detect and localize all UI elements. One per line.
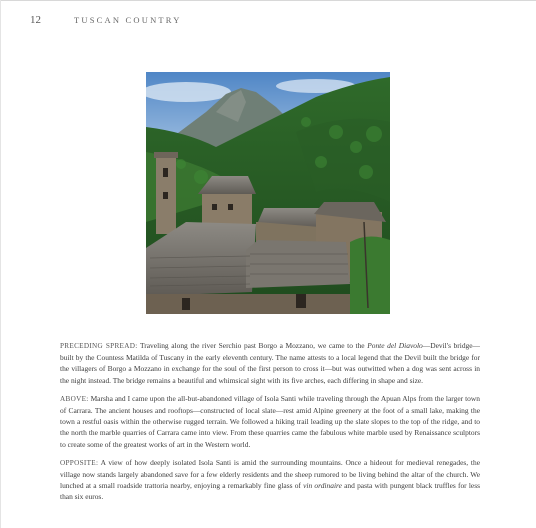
caption-text: Marsha and I came upon the all-but-abandoned village of Isola Santi while traveling through the Apuan Alps from the larger town of Carrara. The ancient houses and rooftops—constructed of local slate—rest amid Alpine greenery at the foot of a small lake, making the town a restful oasis within the otherwise rugged terrain. We followed a hiking trail leading up the slate slopes to the top of the ridge, and to the north the marble quarries of Carrara came into view. From these quarries came the fabulous white marble used by Renaissance sculptors to create some of the greatest works of art in the Western world. — [60, 393, 480, 449]
caption-text: and pasta with pungent black truffles for less than six euros. — [60, 481, 481, 502]
page-number: 12 — [30, 14, 41, 26]
page-top-edge — [0, 0, 536, 1]
caption-text: —Devil's bridge—built by the Countess Matilda of Tuscany in the early eleventh century. The name attests to a local legend that the Devil built the bridge for the villagers of Borgo a Mozzano in exchange for the soul of the first person to cross it—but was outwitted when a dog was sent across in the night instead. The bridge remains a beautiful and whimsical sight with its five arches, each differing in shape and size. — [60, 341, 480, 385]
caption-preceding-spread — [60, 340, 480, 386]
caption-label: OPPOSITE: — [60, 458, 99, 467]
isola-santi-village-photo-icon — [146, 72, 390, 314]
caption-italic: vin ordinaire — [303, 481, 342, 491]
caption-text: Traveling along the river Serchio past Borgo a Mozzano, we came to the — [137, 341, 368, 350]
caption-above — [60, 393, 480, 450]
caption-opposite — [60, 457, 480, 503]
running-head: TUSCAN COUNTRY — [74, 15, 182, 25]
caption-label: ABOVE: — [60, 394, 89, 403]
page-left-edge — [0, 0, 1, 528]
page-header — [30, 14, 516, 30]
caption-text: A view of how deeply isolated Isola Santi is amid the surrounding mountains. Once a hideout for medieval renegades, the village now stands largely abandoned save for a few elderly residents and the sheep rumored to be living behind the altar of the church. We lunched at a small roadside trattoria nearby, enjoying a remarkably fine glass of — [60, 457, 480, 491]
village-photo — [146, 72, 390, 314]
caption-label: PRECEDING SPREAD: — [60, 342, 138, 350]
caption-text-block — [60, 340, 480, 510]
caption-italic: Ponte del Diavolo — [367, 341, 423, 350]
